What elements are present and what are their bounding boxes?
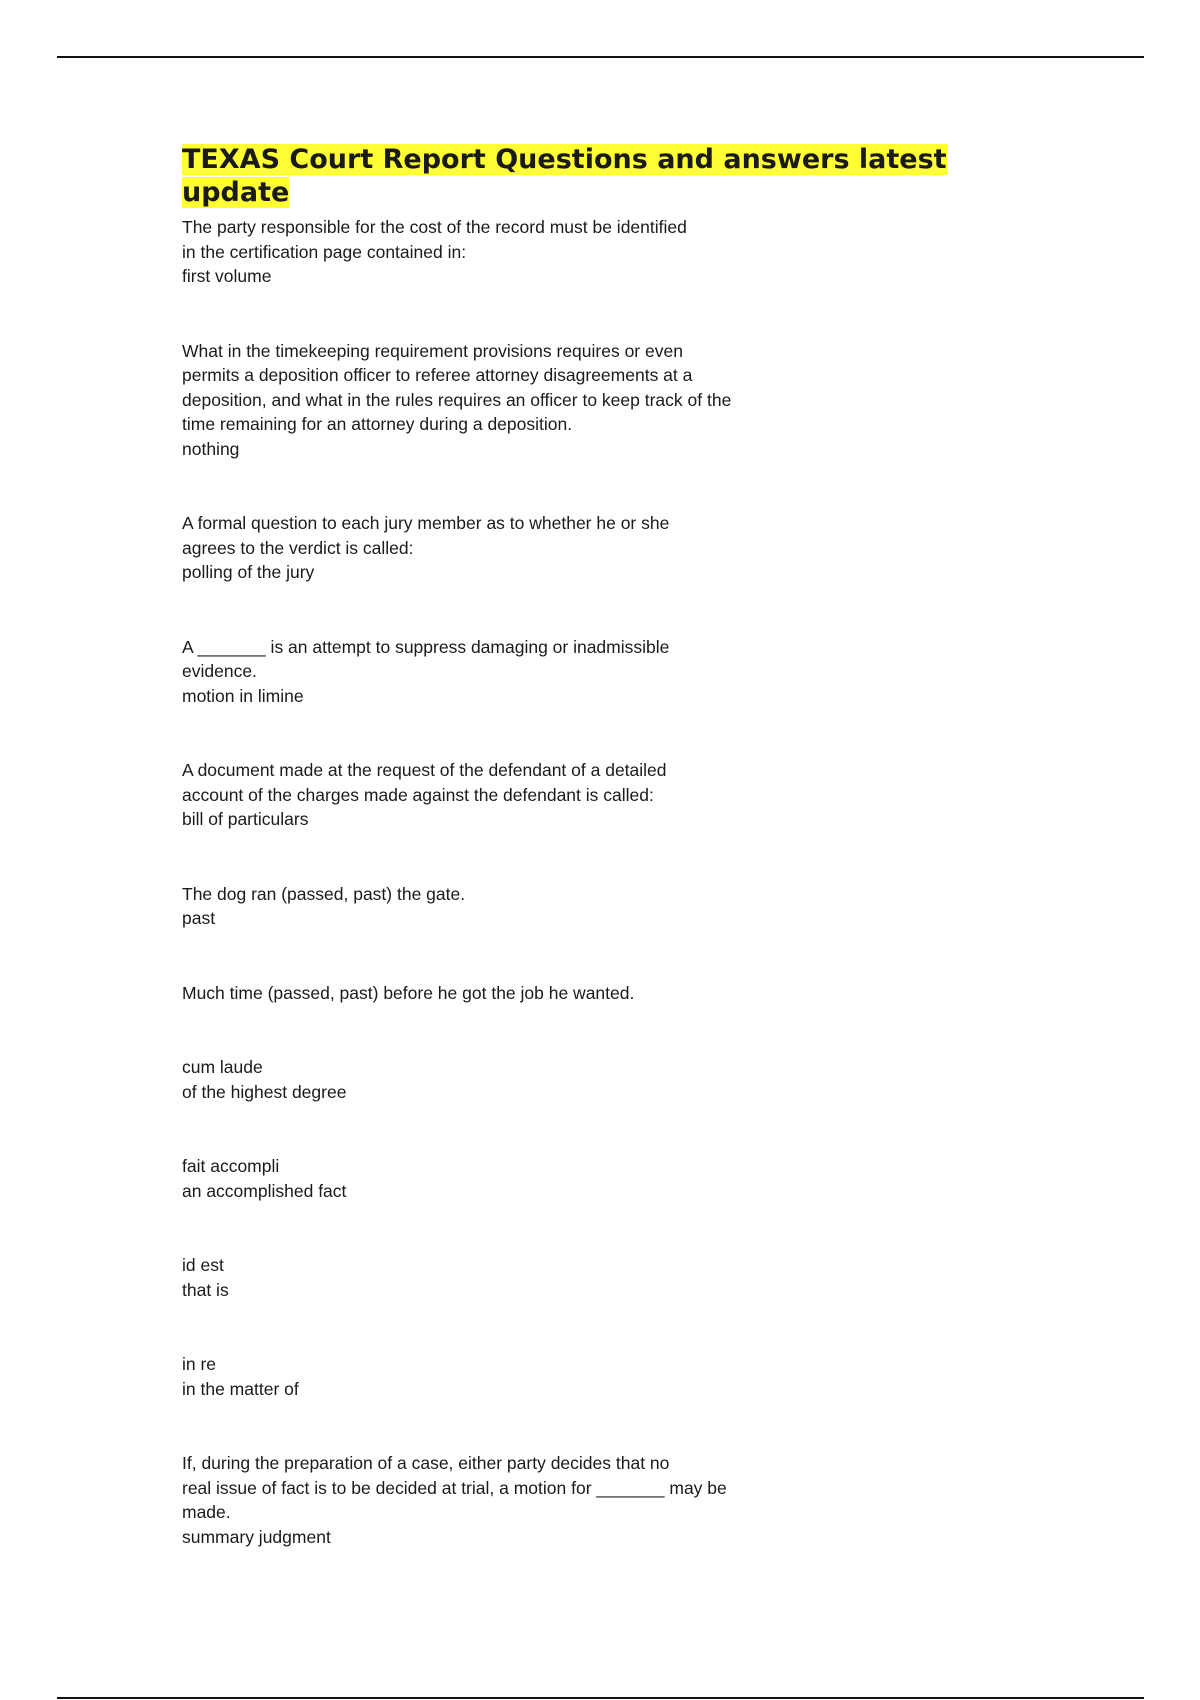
answer-text: motion in limine xyxy=(182,685,304,706)
document-body xyxy=(182,143,1002,1599)
answer-text: past xyxy=(182,908,216,928)
question-text: A formal question to each jury member as to whether he or she agrees to the verdict is called: xyxy=(182,513,670,558)
qa-item xyxy=(182,758,1002,832)
question-text: The dog ran (passed, past) the gate. xyxy=(182,883,466,904)
qa-item xyxy=(182,882,1002,931)
question-text: A document made at the request of the defendant of a detailed account of the charges made against the defendant is called: xyxy=(182,760,667,805)
qa-item xyxy=(182,1055,1002,1104)
page-border-top xyxy=(57,56,1144,58)
qa-item xyxy=(182,1451,1002,1549)
question-text: What in the timekeeping requirement provisions requires or even permits a deposition officer to referee attorney disagreements at a deposition, and what in the rules requires an officer to keep track of the time remaining for an attorney during a deposition. xyxy=(182,340,732,434)
document-title xyxy=(182,143,1002,209)
question-text: Much time (passed, past) before he got the job he wanted. xyxy=(182,982,635,1003)
answer-text: that is xyxy=(182,1279,229,1300)
answer-text: an accomplished fact xyxy=(182,1180,347,1201)
answer-text: in the matter of xyxy=(182,1378,299,1399)
question-text: in re xyxy=(182,1354,217,1374)
qa-item xyxy=(182,215,1002,289)
qa-item xyxy=(182,1253,1002,1302)
answer-text: bill of particulars xyxy=(182,809,309,829)
question-text: fait accompli xyxy=(182,1156,280,1176)
answer-text: summary judgment xyxy=(182,1526,331,1547)
question-text: id est xyxy=(182,1255,224,1275)
answer-text: of the highest degree xyxy=(182,1081,347,1102)
qa-item xyxy=(182,635,1002,709)
answer-text: first volume xyxy=(182,266,272,286)
qa-item xyxy=(182,1154,1002,1203)
qa-item xyxy=(182,981,1002,1006)
page-border-bottom xyxy=(57,1697,1144,1699)
answer-text: nothing xyxy=(182,438,240,459)
question-text: If, during the preparation of a case, either party decides that no real issue of fact is to be decided at trial, a motion for _______ may be made. xyxy=(182,1453,727,1522)
question-text: cum laude xyxy=(182,1057,263,1077)
qa-item xyxy=(182,511,1002,585)
answer-text: polling of the jury xyxy=(182,562,315,582)
qa-item xyxy=(182,1352,1002,1401)
question-text: The party responsible for the cost of the record must be identified in the certification page contained in: xyxy=(182,217,687,262)
question-text: A _______ is an attempt to suppress damaging or inadmissible evidence. xyxy=(182,636,670,681)
qa-item xyxy=(182,339,1002,462)
title-highlight: TEXAS Court Report Questions and answers latest update xyxy=(182,144,947,208)
